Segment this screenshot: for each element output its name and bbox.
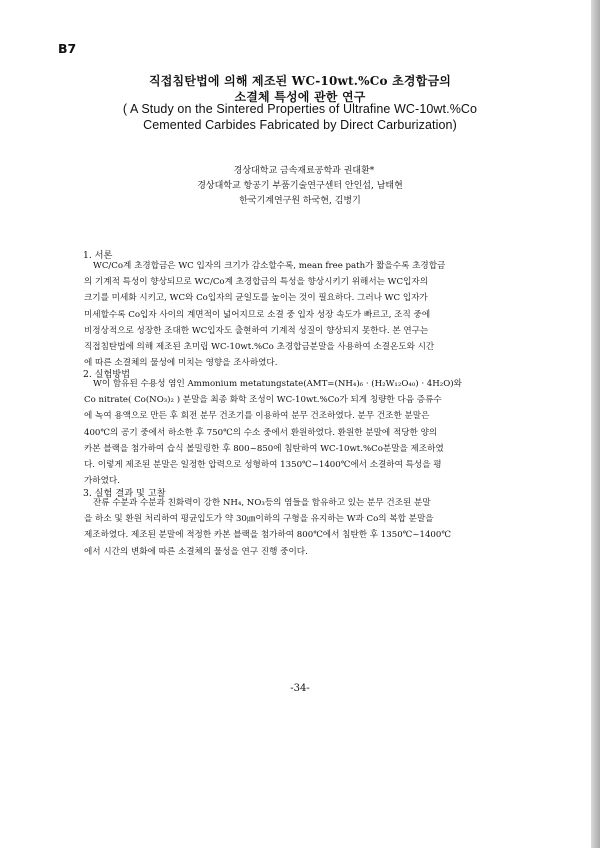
author-line: 경상대학교 항공기 부품기술연구센터 안인섭, 남태현 (197, 181, 403, 191)
text-line: Co nitrate( Co(NO₃)₂ ) 분말을 최종 화학 조성이 WC-10wt.%Co가 되게 칭량한 다음 증류수 (84, 395, 442, 406)
author-line: 경상대학교 금속재료공학과 권대환* (233, 166, 375, 176)
section-heading-introduction: 1. 서론 (83, 250, 113, 261)
text-line: 을 하소 및 환원 처리하여 평균입도가 약 30㎛이하의 구형을 유지하는 W과 Co의 복합 분말을 (84, 514, 434, 525)
text-line: 가하였다. (84, 476, 120, 487)
title-english-line-2: Cemented Carbides Fabricated by Direct Carburization) (143, 118, 457, 132)
section-code: B7 (58, 41, 77, 56)
text-line: 카본 블랙을 첨가하여 습식 볼밀링한 후 800~850에 침탄하여 WC-10wt.%Co분말을 제조하였 (84, 443, 444, 454)
text-line: 에 녹여 용액으로 만든 후 회전 분무 건조기를 이용하여 분무 건조하였다. 분무 건조한 분말은 (84, 411, 430, 422)
text-line: 크기를 미세화 시키고, WC와 Co입자의 균일도를 높이는 것이 필요하다. 그러나 WC 입자가 (84, 293, 428, 304)
title-korean-line-2: 소결체 특성에 관한 연구 (234, 90, 366, 104)
section-heading-results: 3. 실험 결과 및 고찰 (83, 488, 166, 499)
text-line: 직접침탄법에 의해 제조된 초미립 WC-10wt.%Co 초경합금분말을 사용하여 소결온도와 시간 (84, 342, 435, 353)
text-line: 에서 시간의 변화에 따른 소결체의 물성을 연구 진행 중이다. (84, 546, 308, 557)
text-line: 비정상적으로 성장한 조대한 WC입자도 출현하여 기계적 성질이 향상되지 못한다. 본 연구는 (84, 325, 429, 336)
page-number: -34- (290, 683, 310, 694)
text-line: WC/Co계 초경합금은 WC 입자의 크기가 감소할수록, mean free path가 짧을수록 초경합금 (93, 261, 446, 271)
title-english-line-1: ( A Study on the Sintered Properties of Ultrafine WC-10wt.%Co (122, 102, 478, 116)
text-line: 제조하였다. 제조된 분말에 적정한 카본 블랙을 첨가하여 800℃에서 침탄한 후 1350℃~1400℃ (84, 530, 451, 541)
author-line: 한국기계연구원 하국현, 김병기 (239, 196, 361, 206)
text-line: 다. 이렇게 제조된 분말은 일정한 압력으로 성형하여 1350℃~1400℃에서 소결하여 특성을 평 (84, 460, 442, 471)
text-line: W이 함유된 수용성 염인 Ammonium metatungstate(AMT=(NH₄)₆ · (H₂W₁₂O₄₀) · 4H₂O)와 (93, 379, 462, 389)
section-body-results (84, 495, 518, 560)
text-line: 에 따른 소결체의 물성에 미치는 영향을 조사하였다. (84, 358, 278, 369)
text-line: 미세할수록 Co입자 사이의 계면적이 넓어지므로 소결 중 입자 성장 속도가 빠르고, 조직 중에 (84, 309, 431, 320)
section-body-introduction (84, 258, 518, 371)
text-line: 의 기계적 특성이 향상되므로 WC/Co계 초경합금의 특성을 향상시키기 위해서는 WC입자의 (84, 277, 428, 288)
section-body-methods (84, 376, 518, 489)
section-heading-methods: 2. 실험방법 (83, 369, 131, 380)
text-line: 400℃의 공기 중에서 하소한 후 750℃의 수소 중에서 환원하였다. 환원한 분말에 적당한 양의 (84, 427, 438, 438)
text-line: 잔류 수분과 수분과 친화력이 강한 NH₄, NO₃등의 염들을 함유하고 있는 분무 건조된 분말 (93, 498, 431, 508)
title-korean-line-1: 직접침탄법에 의해 제조된 WC-10wt.%Co 초경합금의 (148, 74, 452, 88)
